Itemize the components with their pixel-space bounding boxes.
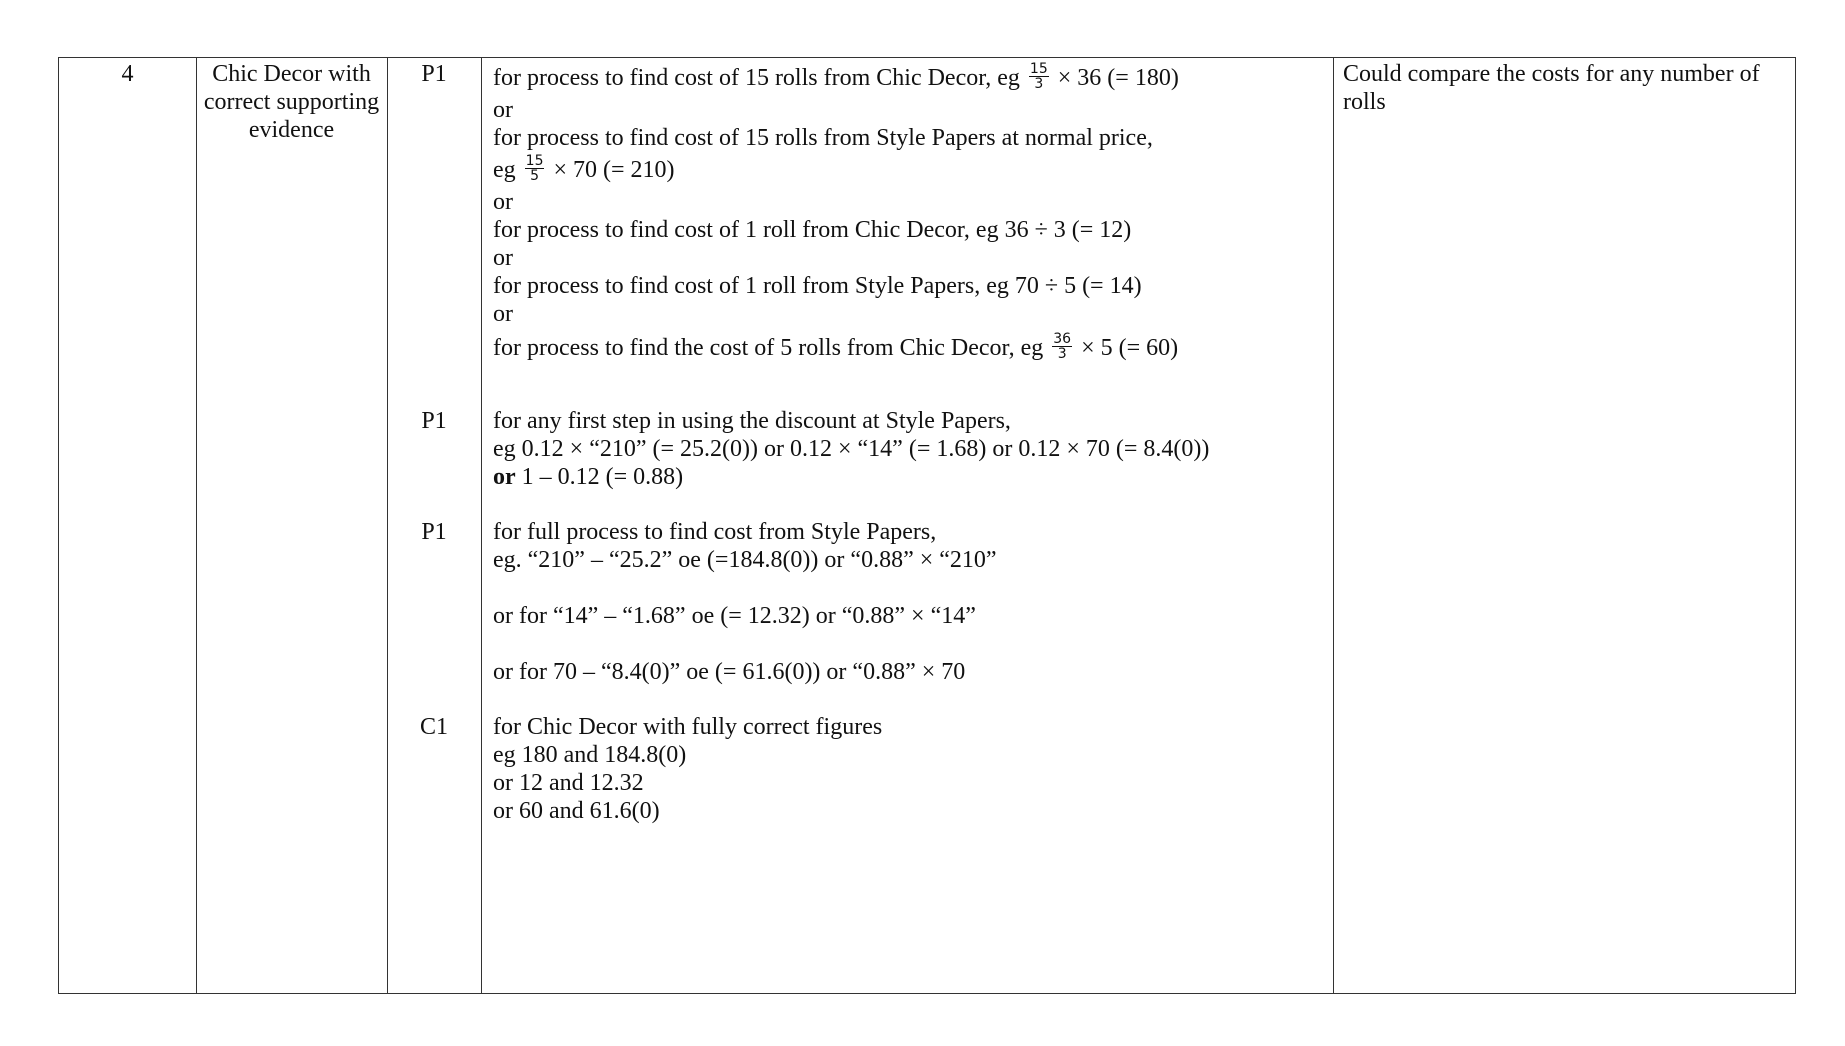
notes-line: or 60 and 61.6(0) [493,798,660,824]
notes-line: eg $\frac{15}{5}$ × 70 (= 210) [493,152,675,184]
notes-line: or 12 and 12.32 [493,770,644,796]
notes-line: for process to find cost of 1 roll from Chic Decor, eg 36 ÷ 3 (= 12) [493,217,1132,243]
mark-notes-block [493,407,1210,491]
notes-line: or for “14” – “1.68” oe (= 12.32) or “0.88” × “14” [493,603,976,629]
mark-code: C1 [419,714,448,740]
notes-line: or 1 – 0.12 (= 0.88) [493,464,684,490]
mark-notes-block [493,518,1013,686]
notes-line: for any first step in using the discount at Style Papers, [493,408,1011,434]
notes-line [493,574,1013,602]
fraction: $\frac{15}{5}$ [525,152,544,184]
column-divider [196,58,197,993]
notes-line: for process to find the cost of 5 rolls from Chic Decor, eg $\frac{36}{3}$ × 5 (= 60) [493,330,1179,362]
notes-line: for full process to find cost from Style Papers, [493,519,937,545]
notes-line: or [493,301,513,327]
notes-line: or [493,245,513,271]
notes-line: or [493,97,513,123]
mark-notes-block [493,713,1013,825]
notes-line: for process to find cost of 15 rolls from Chic Decor, eg $\frac{15}{3}$ × 36 (= 180) [493,60,1179,92]
notes-line: for Chic Decor with fully correct figures [493,714,883,740]
notes-line [493,630,1013,658]
fraction: $\frac{36}{3}$ [1053,330,1072,362]
fraction: $\frac{15}{3}$ [1029,60,1048,92]
notes-line: or [493,189,513,215]
mark-code: P1 [421,61,447,87]
notes-line: for process to find cost of 1 roll from Style Papers, eg 70 ÷ 5 (= 14) [493,273,1142,299]
mark-code: P1 [421,408,447,434]
notes-line: eg 180 and 184.8(0) [493,742,687,768]
column-divider [481,58,482,993]
question-number: 4 [121,61,134,87]
notes-line: eg. “210” – “25.2” oe (=184.8(0)) or “0.88” × “210” [493,547,997,573]
additional-guidance: Could compare the costs for any number of rolls [1343,61,1760,115]
mark-code: P1 [421,519,447,545]
notes-line: or for 70 – “8.4(0)” oe (= 61.6(0)) or “0.88” × 70 [493,659,966,685]
notes-line: eg 0.12 × “210” (= 25.2(0)) or 0.12 × “14” (= 1.68) or 0.12 × 70 (= 8.4(0)) [493,436,1210,462]
mark-notes-block [493,60,1179,366]
column-divider [1333,58,1334,993]
mark-scheme-table [58,57,1796,994]
answer-cell: Chic Decor with correct supporting evidence [203,61,380,143]
notes-line: for process to find cost of 15 rolls from Style Papers at normal price, [493,125,1153,151]
